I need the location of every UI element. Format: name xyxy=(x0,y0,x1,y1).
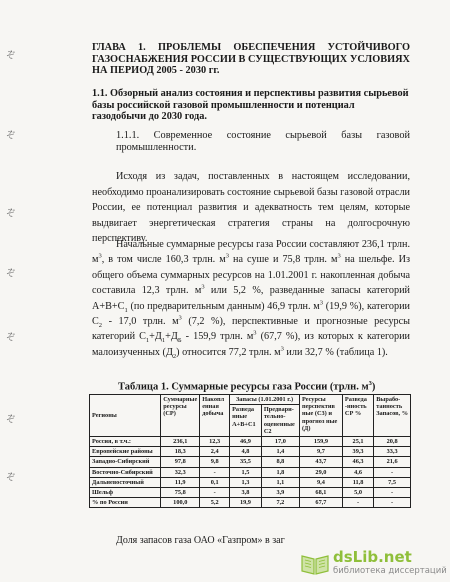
cell-region: Восточно-Сибирский xyxy=(90,467,161,477)
cell-region: Дальневосточный xyxy=(90,477,161,487)
cell-prospective: 43,7 xyxy=(299,457,342,467)
section-heading: 1.1. Обзорный анализ состояния и перспективы развития сырьевой базы российской газовой промышленности и потенциал газодобычи до 2030 года. xyxy=(92,88,409,123)
cell-total: 11,9 xyxy=(161,477,200,487)
cell-explored-pct: 39,3 xyxy=(342,447,373,457)
cell-explored-pct: - xyxy=(342,498,373,508)
table-row xyxy=(90,437,411,447)
cell-prospective: 68,1 xyxy=(299,488,342,498)
cell-cumulative: 5,2 xyxy=(200,498,230,508)
cell-total: 75,8 xyxy=(161,488,200,498)
cell-explored-pct: 25,1 xyxy=(342,437,373,447)
table-header-row xyxy=(90,395,411,405)
cell-prospective: 159,9 xyxy=(299,437,342,447)
cell-total: 32,3 xyxy=(161,467,200,477)
table-row xyxy=(90,467,411,477)
margin-mark: ぞ xyxy=(6,473,16,483)
cell-region: Западно-Сибирский xyxy=(90,457,161,467)
col-header-total: Суммарные ресурсы (СР) xyxy=(161,395,200,437)
col-header-prospective: Ресурсы перспектив ные (С3) и прогноз ные (Д) xyxy=(299,395,342,437)
cell-cumulative: - xyxy=(200,467,230,477)
cell-region: Европейские районы xyxy=(90,447,161,457)
col-header-cumulative: Накопл енная добыча xyxy=(200,395,230,437)
cell-prelim: 3,9 xyxy=(261,488,299,498)
col-header-explored: Разведа нные А+В+С1 xyxy=(230,405,262,437)
cell-depletion: 21,6 xyxy=(374,457,411,467)
table-row xyxy=(90,447,411,457)
cell-depletion: 33,3 xyxy=(374,447,411,457)
cell-cumulative: 2,4 xyxy=(200,447,230,457)
margin-mark: ぞ xyxy=(6,131,16,141)
open-book-icon xyxy=(300,550,330,576)
cell-cumulative: 12,3 xyxy=(200,437,230,447)
cell-depletion: - xyxy=(374,498,411,508)
watermark-brand: dsLib.net xyxy=(333,548,412,566)
cell-depletion: 20,8 xyxy=(374,437,411,447)
table-row xyxy=(90,457,411,467)
col-header-prelim: Предвари-тельно-оцененные С2 xyxy=(261,405,299,437)
cell-region: Шельф xyxy=(90,488,161,498)
cell-explored-pct: 46,3 xyxy=(342,457,373,467)
cell-explored-pct: 11,8 xyxy=(342,477,373,487)
cell-prelim: 1,8 xyxy=(261,467,299,477)
paragraph-gazprom-share: Доля запасов газа ОАО «Газпром» в заг xyxy=(116,535,285,546)
cell-cumulative: - xyxy=(200,488,230,498)
margin-mark: ぞ xyxy=(6,209,16,219)
dslib-watermark[interactable] xyxy=(300,544,450,582)
cell-depletion: 7,5 xyxy=(374,477,411,487)
col-header-depletion: Вырабо-танность Запасов, % xyxy=(374,395,411,437)
subsection-heading: 1.1.1. Современное состояние сырьевой базы газовой промышленности. xyxy=(116,130,410,153)
cell-cumulative: 0,1 xyxy=(200,477,230,487)
table-row xyxy=(90,477,411,487)
margin-mark: ぞ xyxy=(6,415,16,425)
cell-explored-pct: 4,6 xyxy=(342,467,373,477)
col-header-explored-pct: Разведа -нность СР % xyxy=(342,395,373,437)
cell-explored: 4,8 xyxy=(230,447,262,457)
cell-prelim: 8,8 xyxy=(261,457,299,467)
cell-prospective: 29,0 xyxy=(299,467,342,477)
cell-explored: 1,5 xyxy=(230,467,262,477)
cell-explored: 3,8 xyxy=(230,488,262,498)
margin-mark: ぞ xyxy=(6,51,16,61)
cell-total: 18,3 xyxy=(161,447,200,457)
cell-explored: 46,9 xyxy=(230,437,262,447)
cell-prelim: 1,4 xyxy=(261,447,299,457)
cell-prelim: 7,2 xyxy=(261,498,299,508)
cell-depletion: - xyxy=(374,488,411,498)
col-header-reserves: Запасы (1.01.2001 г.) xyxy=(230,395,300,405)
margin-mark: ぞ xyxy=(6,333,16,343)
cell-depletion: - xyxy=(374,467,411,477)
cell-region: % по России xyxy=(90,498,161,508)
cell-total: 97,8 xyxy=(161,457,200,467)
cell-prospective: 9,4 xyxy=(299,477,342,487)
table-row xyxy=(90,488,411,498)
resources-table xyxy=(89,394,411,508)
cell-prelim: 17,0 xyxy=(261,437,299,447)
cell-prelim: 1,1 xyxy=(261,477,299,487)
cell-explored: 35,5 xyxy=(230,457,262,467)
paragraph-intro: Исходя из задач, поставленных в настоящем исследовании, необходимо проанализировать состояние сырьевой базы газовой отрасли России, ее потенциал развития и адекватность тем целям, которые выдвигает энергетическая стратегия страны на долгосрочную перспективу. xyxy=(92,171,410,245)
col-header-region: Регионы xyxy=(90,395,161,437)
table-caption: Таблица 1. Суммарные ресурсы газа России (трлн. $м^3$) xyxy=(118,380,376,393)
cell-explored-pct: 5,0 xyxy=(342,488,373,498)
watermark-tagline: библиотека диссертаций xyxy=(333,566,447,576)
cell-cumulative: 9,8 xyxy=(200,457,230,467)
cell-explored: 1,3 xyxy=(230,477,262,487)
paragraph-resources: Начальные суммарные ресурсы газа России составляют 236,1 трлн. $м^3$, в том числе 160,3 трлн. $м^3$ на суше и 75,8 трлн. $м^3$ на шельфе. Из общего объема суммарных ресурсов на 1.01.2001 г. накопленная добыча составила 12,3 трлн. $м^3$ или 5,2 %, разведанные запасы категорий $А+В+С_1$ (по предварительным данным) 46,9 трлн. $м^3$ (19,9 %), категории $С_2 - 17,0$ трлн. $м^3$ (7,2 %), перспективные и прогнозные ресурсы категорий $С_1+Д_1+Д_Б - 159,9$ трлн. $м^3$ (67,7 %), из которых к категории малоизученных $(Д_2)$ относится 77,2 трлн. $м^3$ или 32,7 % (таблица 1). xyxy=(92,239,410,360)
margin-mark: ぞ xyxy=(6,269,16,279)
chapter-heading: ГЛАВА 1. ПРОБЛЕМЫ ОБЕСПЕЧЕНИЯ УСТОЙЧИВОГО ГАЗОСНАБЖЕНИЯ РОССИИ В СУЩЕСТВУЮЩИХ УСЛОВИЯХ НА ПЕРИОД 2005 - 2030 гг. xyxy=(92,42,410,77)
cell-region: Россия, в т.ч.: xyxy=(90,437,161,447)
cell-total: 100,0 xyxy=(161,498,200,508)
cell-total: 236,1 xyxy=(161,437,200,447)
cell-prospective: 9,7 xyxy=(299,447,342,457)
table-row xyxy=(90,498,411,508)
cell-explored: 19,9 xyxy=(230,498,262,508)
cell-prospective: 67,7 xyxy=(299,498,342,508)
